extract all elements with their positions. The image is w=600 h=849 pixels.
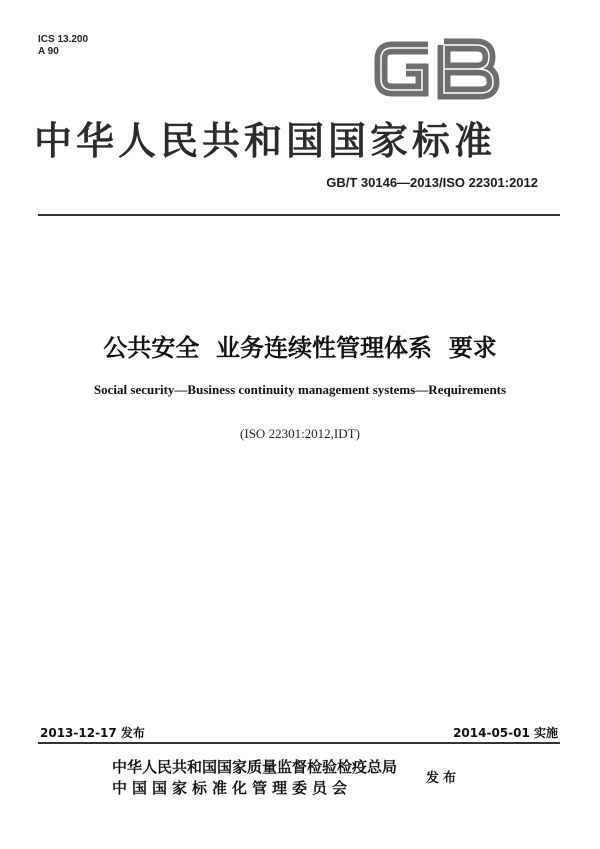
title-chinese: 公共安全 业务连续性管理体系 要求 xyxy=(103,334,497,362)
ics-code: ICS 13.200 xyxy=(38,34,89,45)
bottom-divider xyxy=(38,742,560,744)
classification-codes xyxy=(38,34,88,58)
national-standard-title: 中华人民共和国国家标准 xyxy=(34,119,497,163)
title-english: Social security—Business continuity management systems—Requirements xyxy=(93,382,507,397)
implementation-date: 2014-05-01 实施 xyxy=(453,726,558,740)
gb-logo xyxy=(372,38,502,100)
publisher-line-2: 中国国家标准化管理委员会 xyxy=(112,779,353,797)
issue-date: 2013-12-17 发布 xyxy=(40,726,145,740)
equivalence-note: (ISO 22301:2012,IDT) xyxy=(240,426,360,441)
standard-number: GB/T 30146—2013/ISO 22301:2012 xyxy=(326,175,538,190)
publisher-line-1: 中华人民共和国国家质量监督检验检疫总局 xyxy=(112,758,398,776)
ccs-code: A 90 xyxy=(38,46,59,57)
top-divider xyxy=(38,214,560,216)
publisher-block xyxy=(112,757,397,799)
publish-label: 发布 xyxy=(426,771,461,786)
